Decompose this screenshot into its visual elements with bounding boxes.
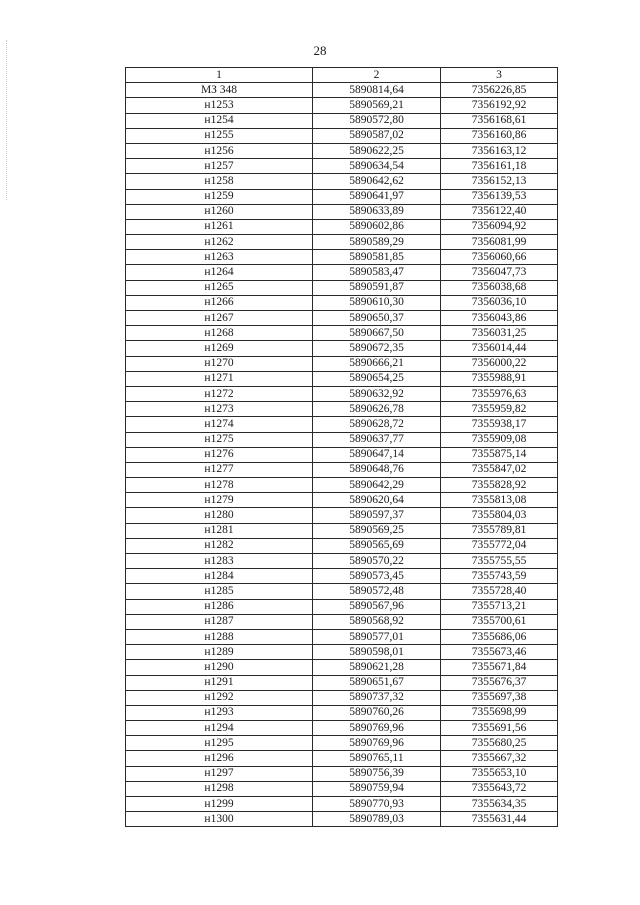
table-row (126, 98, 558, 113)
point-id-cell: н1284 (126, 569, 313, 584)
x-coordinate-cell: 5890573,45 (313, 569, 441, 584)
table-row (126, 432, 558, 447)
x-coordinate-cell: 5890621,28 (313, 660, 441, 675)
y-coordinate-cell: 7355728,40 (441, 584, 558, 599)
table-row (126, 250, 558, 265)
y-coordinate-cell: 7356152,13 (441, 174, 558, 189)
table-row (126, 569, 558, 584)
table-row (126, 478, 558, 493)
point-id-cell: н1281 (126, 523, 313, 538)
point-id-cell: н1267 (126, 311, 313, 326)
x-coordinate-cell: 5890651,67 (313, 675, 441, 690)
point-id-cell: н1276 (126, 447, 313, 462)
y-coordinate-cell: 7355789,81 (441, 523, 558, 538)
x-coordinate-cell: 5890587,02 (313, 128, 441, 143)
point-id-cell: н1256 (126, 143, 313, 158)
y-coordinate-cell: 7355697,38 (441, 690, 558, 705)
table-row (126, 356, 558, 371)
table-row (126, 675, 558, 690)
y-coordinate-cell: 7355959,82 (441, 402, 558, 417)
x-coordinate-cell: 5890569,25 (313, 523, 441, 538)
y-coordinate-cell: 7356060,66 (441, 250, 558, 265)
x-coordinate-cell: 5890626,78 (313, 402, 441, 417)
table-row (126, 128, 558, 143)
y-coordinate-cell: 7355875,14 (441, 447, 558, 462)
table-row (126, 402, 558, 417)
point-id-cell: н1296 (126, 751, 313, 766)
x-coordinate-cell: 5890647,14 (313, 447, 441, 462)
x-coordinate-cell: 5890642,29 (313, 478, 441, 493)
x-coordinate-cell: 5890583,47 (313, 265, 441, 280)
x-coordinate-cell: 5890568,92 (313, 614, 441, 629)
point-id-cell: н1283 (126, 554, 313, 569)
x-coordinate-cell: 5890641,97 (313, 189, 441, 204)
point-id-cell: н1287 (126, 614, 313, 629)
point-id-cell: н1295 (126, 736, 313, 751)
y-coordinate-cell: 7355691,56 (441, 721, 558, 736)
x-coordinate-cell: 5890610,30 (313, 295, 441, 310)
x-coordinate-cell: 5890672,35 (313, 341, 441, 356)
table-row (126, 235, 558, 250)
table-row (126, 554, 558, 569)
table-row (126, 629, 558, 644)
y-coordinate-cell: 7355909,08 (441, 432, 558, 447)
point-id-cell: н1260 (126, 204, 313, 219)
x-coordinate-cell: 5890602,86 (313, 219, 441, 234)
table-row (126, 538, 558, 553)
table-row (126, 386, 558, 401)
point-id-cell: н1266 (126, 295, 313, 310)
point-id-cell: н1275 (126, 432, 313, 447)
point-id-cell: н1263 (126, 250, 313, 265)
point-id-cell: н1279 (126, 493, 313, 508)
y-coordinate-cell: 7355813,08 (441, 493, 558, 508)
x-coordinate-cell: 5890572,80 (313, 113, 441, 128)
column-header-x: 2 (313, 68, 441, 83)
table-row (126, 721, 558, 736)
x-coordinate-cell: 5890654,25 (313, 371, 441, 386)
table-row (126, 797, 558, 812)
point-id-cell: н1286 (126, 599, 313, 614)
point-id-cell: н1261 (126, 219, 313, 234)
y-coordinate-cell: 7356047,73 (441, 265, 558, 280)
table-row (126, 204, 558, 219)
x-coordinate-cell: 5890565,69 (313, 538, 441, 553)
y-coordinate-cell: 7356094,92 (441, 219, 558, 234)
y-coordinate-cell: 7355755,55 (441, 554, 558, 569)
y-coordinate-cell: 7355671,84 (441, 660, 558, 675)
y-coordinate-cell: 7355743,59 (441, 569, 558, 584)
point-id-cell: н1264 (126, 265, 313, 280)
table-row (126, 705, 558, 720)
table-row (126, 280, 558, 295)
x-coordinate-cell: 5890577,01 (313, 629, 441, 644)
x-coordinate-cell: 5890589,29 (313, 235, 441, 250)
table-row (126, 599, 558, 614)
x-coordinate-cell: 5890756,39 (313, 766, 441, 781)
column-header-point: 1 (126, 68, 313, 83)
table-row (126, 523, 558, 538)
y-coordinate-cell: 7356000,22 (441, 356, 558, 371)
x-coordinate-cell: 5890597,37 (313, 508, 441, 523)
table-body (126, 83, 558, 827)
x-coordinate-cell: 5890591,87 (313, 280, 441, 295)
y-coordinate-cell: 7355680,25 (441, 736, 558, 751)
table-row (126, 295, 558, 310)
x-coordinate-cell: 5890760,26 (313, 705, 441, 720)
table-row (126, 645, 558, 660)
y-coordinate-cell: 7356122,40 (441, 204, 558, 219)
y-coordinate-cell: 7356160,86 (441, 128, 558, 143)
column-header-y: 3 (441, 68, 558, 83)
y-coordinate-cell: 7355676,37 (441, 675, 558, 690)
table-row (126, 690, 558, 705)
x-coordinate-cell: 5890789,03 (313, 812, 441, 827)
y-coordinate-cell: 7356081,99 (441, 235, 558, 250)
table-row (126, 766, 558, 781)
point-id-cell: МЗ 348 (126, 83, 313, 98)
x-coordinate-cell: 5890632,92 (313, 386, 441, 401)
point-id-cell: н1259 (126, 189, 313, 204)
x-coordinate-cell: 5890572,48 (313, 584, 441, 599)
point-id-cell: н1274 (126, 417, 313, 432)
point-id-cell: н1268 (126, 326, 313, 341)
y-coordinate-cell: 7356226,85 (441, 83, 558, 98)
table-row (126, 83, 558, 98)
point-id-cell: н1285 (126, 584, 313, 599)
table-row (126, 189, 558, 204)
table-row (126, 781, 558, 796)
x-coordinate-cell: 5890633,89 (313, 204, 441, 219)
x-coordinate-cell: 5890637,77 (313, 432, 441, 447)
x-coordinate-cell: 5890567,96 (313, 599, 441, 614)
point-id-cell: н1288 (126, 629, 313, 644)
x-coordinate-cell: 5890598,01 (313, 645, 441, 660)
y-coordinate-cell: 7356168,61 (441, 113, 558, 128)
table-row (126, 584, 558, 599)
table-header-row (126, 68, 558, 83)
x-coordinate-cell: 5890622,25 (313, 143, 441, 158)
x-coordinate-cell: 5890770,93 (313, 797, 441, 812)
point-id-cell: н1290 (126, 660, 313, 675)
point-id-cell: н1299 (126, 797, 313, 812)
y-coordinate-cell: 7356038,68 (441, 280, 558, 295)
table-row (126, 751, 558, 766)
x-coordinate-cell: 5890666,21 (313, 356, 441, 371)
y-coordinate-cell: 7356031,25 (441, 326, 558, 341)
x-coordinate-cell: 5890769,96 (313, 736, 441, 751)
x-coordinate-cell: 5890648,76 (313, 462, 441, 477)
x-coordinate-cell: 5890634,54 (313, 159, 441, 174)
table-row (126, 159, 558, 174)
y-coordinate-cell: 7355700,61 (441, 614, 558, 629)
y-coordinate-cell: 7355686,06 (441, 629, 558, 644)
y-coordinate-cell: 7356161,18 (441, 159, 558, 174)
y-coordinate-cell: 7356014,44 (441, 341, 558, 356)
x-coordinate-cell: 5890581,85 (313, 250, 441, 265)
table-row (126, 311, 558, 326)
table-row (126, 614, 558, 629)
y-coordinate-cell: 7355713,21 (441, 599, 558, 614)
table-row (126, 371, 558, 386)
y-coordinate-cell: 7355976,63 (441, 386, 558, 401)
table-row (126, 113, 558, 128)
point-id-cell: н1298 (126, 781, 313, 796)
x-coordinate-cell: 5890769,96 (313, 721, 441, 736)
coordinates-table (125, 67, 558, 827)
x-coordinate-cell: 5890759,94 (313, 781, 441, 796)
point-id-cell: н1258 (126, 174, 313, 189)
x-coordinate-cell: 5890737,32 (313, 690, 441, 705)
y-coordinate-cell: 7355643,72 (441, 781, 558, 796)
x-coordinate-cell: 5890569,21 (313, 98, 441, 113)
point-id-cell: н1292 (126, 690, 313, 705)
y-coordinate-cell: 7355673,46 (441, 645, 558, 660)
x-coordinate-cell: 5890628,72 (313, 417, 441, 432)
table-row (126, 143, 558, 158)
point-id-cell: н1269 (126, 341, 313, 356)
table-row (126, 736, 558, 751)
table-row (126, 265, 558, 280)
point-id-cell: н1270 (126, 356, 313, 371)
x-coordinate-cell: 5890642,62 (313, 174, 441, 189)
y-coordinate-cell: 7356163,12 (441, 143, 558, 158)
point-id-cell: н1282 (126, 538, 313, 553)
x-coordinate-cell: 5890765,11 (313, 751, 441, 766)
table-row (126, 812, 558, 827)
point-id-cell: н1272 (126, 386, 313, 401)
table-row (126, 462, 558, 477)
x-coordinate-cell: 5890620,64 (313, 493, 441, 508)
point-id-cell: н1253 (126, 98, 313, 113)
point-id-cell: н1289 (126, 645, 313, 660)
y-coordinate-cell: 7356043,86 (441, 311, 558, 326)
x-coordinate-cell: 5890650,37 (313, 311, 441, 326)
point-id-cell: н1293 (126, 705, 313, 720)
point-id-cell: н1297 (126, 766, 313, 781)
table-row (126, 447, 558, 462)
y-coordinate-cell: 7355634,35 (441, 797, 558, 812)
y-coordinate-cell: 7355631,44 (441, 812, 558, 827)
y-coordinate-cell: 7355667,32 (441, 751, 558, 766)
margin-scan-marks (6, 40, 8, 200)
table-row (126, 508, 558, 523)
table-row (126, 174, 558, 189)
y-coordinate-cell: 7355772,04 (441, 538, 558, 553)
point-id-cell: н1277 (126, 462, 313, 477)
point-id-cell: н1294 (126, 721, 313, 736)
table-row (126, 341, 558, 356)
point-id-cell: н1255 (126, 128, 313, 143)
y-coordinate-cell: 7355653,10 (441, 766, 558, 781)
table-row (126, 493, 558, 508)
table-row (126, 660, 558, 675)
y-coordinate-cell: 7355828,92 (441, 478, 558, 493)
y-coordinate-cell: 7356036,10 (441, 295, 558, 310)
x-coordinate-cell: 5890814,64 (313, 83, 441, 98)
y-coordinate-cell: 7355698,99 (441, 705, 558, 720)
point-id-cell: н1280 (126, 508, 313, 523)
y-coordinate-cell: 7355804,03 (441, 508, 558, 523)
table-row (126, 219, 558, 234)
y-coordinate-cell: 7355938,17 (441, 417, 558, 432)
y-coordinate-cell: 7355988,91 (441, 371, 558, 386)
point-id-cell: н1291 (126, 675, 313, 690)
point-id-cell: н1265 (126, 280, 313, 295)
point-id-cell: н1300 (126, 812, 313, 827)
point-id-cell: н1262 (126, 235, 313, 250)
table-row (126, 417, 558, 432)
x-coordinate-cell: 5890570,22 (313, 554, 441, 569)
point-id-cell: н1278 (126, 478, 313, 493)
y-coordinate-cell: 7355847,02 (441, 462, 558, 477)
point-id-cell: н1257 (126, 159, 313, 174)
y-coordinate-cell: 7356192,92 (441, 98, 558, 113)
page-number: 28 (313, 43, 327, 58)
y-coordinate-cell: 7356139,53 (441, 189, 558, 204)
point-id-cell: н1271 (126, 371, 313, 386)
table-row (126, 326, 558, 341)
point-id-cell: н1254 (126, 113, 313, 128)
x-coordinate-cell: 5890667,50 (313, 326, 441, 341)
point-id-cell: н1273 (126, 402, 313, 417)
